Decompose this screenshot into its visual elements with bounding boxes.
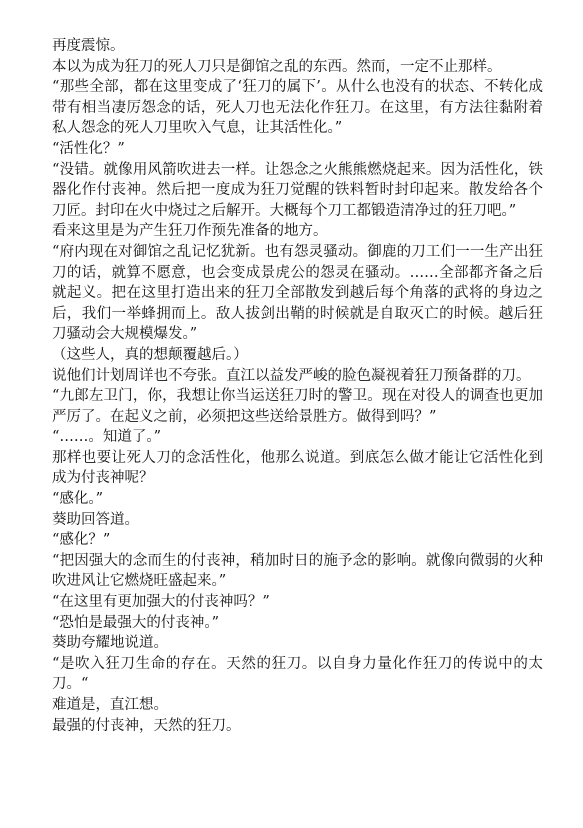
- paragraph: “活性化？”: [52, 140, 125, 157]
- paragraph: 葵助夸耀地说道。: [52, 635, 168, 652]
- paragraph: “是吹入狂刀生命的存在。天然的狂刀。以自身力量化作狂刀的传说中的太刀。“: [52, 655, 543, 693]
- paragraph: “九郎左卫门，你，我想让你当运送狂刀时的警卫。现在对役人的调查也更加严厉了。在起义之前，必须把这些送给景胜方。做得到吗？”: [52, 388, 543, 425]
- paragraph: 本以为成为狂刀的死人刀只是御馆之乱的东西。然而，一定不止那样。: [52, 58, 502, 75]
- paragraph: 说他们计划周详也不夸张。直江以益发严峻的脸色凝视着狂刀预备群的刀。: [52, 367, 531, 384]
- paragraph: 最强的付丧神，天然的狂刀。: [52, 717, 241, 734]
- paragraph: 再度震惊。: [52, 38, 125, 54]
- paragraph: “府内现在对御馆之乱记忆犹新。也有怨灵骚动。御鹿的刀工们一一生产出狂刀的话，就算不愿意，也会变成景虎公的怨灵在骚动。……全部都齐备之后就起义。把在这里打造出来的狂刀全部散发到越后每个角落的武将的身边之后，我们一举蜂拥而上。敌人拔剑出鞘的时候就是自取灭亡的时候。越后狂刀骚动会大规模爆发。”: [52, 243, 543, 343]
- paragraph: 看来这里是为产生狂刀作预先准备的地方。: [52, 223, 328, 240]
- paragraph: 葵助回答道。: [52, 511, 139, 528]
- paragraph: 难道是，直江想。: [52, 697, 168, 713]
- paragraph: “在这里有更加强大的付丧神吗？”: [52, 594, 270, 611]
- paragraph: “感化？”: [52, 532, 111, 549]
- paragraph: “那些全部，都在这里变成了‘狂刀的属下’。从什么也没有的状态、不转化成带有相当凄厉怨念的话，死人刀也无法化作狂刀。在这里，有方法往黏附着私人怨念的死人刀里吹入气息，让其活性化。”: [52, 79, 543, 137]
- paragraph: “……。知道了。”: [52, 429, 162, 446]
- paragraph: （这些人，真的想颠覆越后。）: [52, 346, 248, 363]
- paragraph: 那样也要让死人刀的念活性化，他那么说道。到底怎么做才能让它活性化到成为付丧神呢？: [52, 449, 543, 487]
- paragraph: “感化。”: [52, 491, 104, 508]
- paragraph: “恐怕是最强大的付丧神。”: [52, 614, 220, 631]
- paragraph: “把因强大的念而生的付丧神，稍加时日的施予念的影响。就像向微弱的火种吹进风让它燃烧旺盛起来。”: [52, 552, 543, 590]
- paragraph: “没错。就像用风箭吹进去一样。让怨念之火熊熊燃烧起来。因为活性化，铁器化作付丧神。然后把一度成为狂刀觉醒的铁料暂时封印起来。散发给各个刀匠。封印在火中烧过之后解开。大概每个刀工都锻造清净过的狂刀吧。”: [52, 161, 543, 219]
